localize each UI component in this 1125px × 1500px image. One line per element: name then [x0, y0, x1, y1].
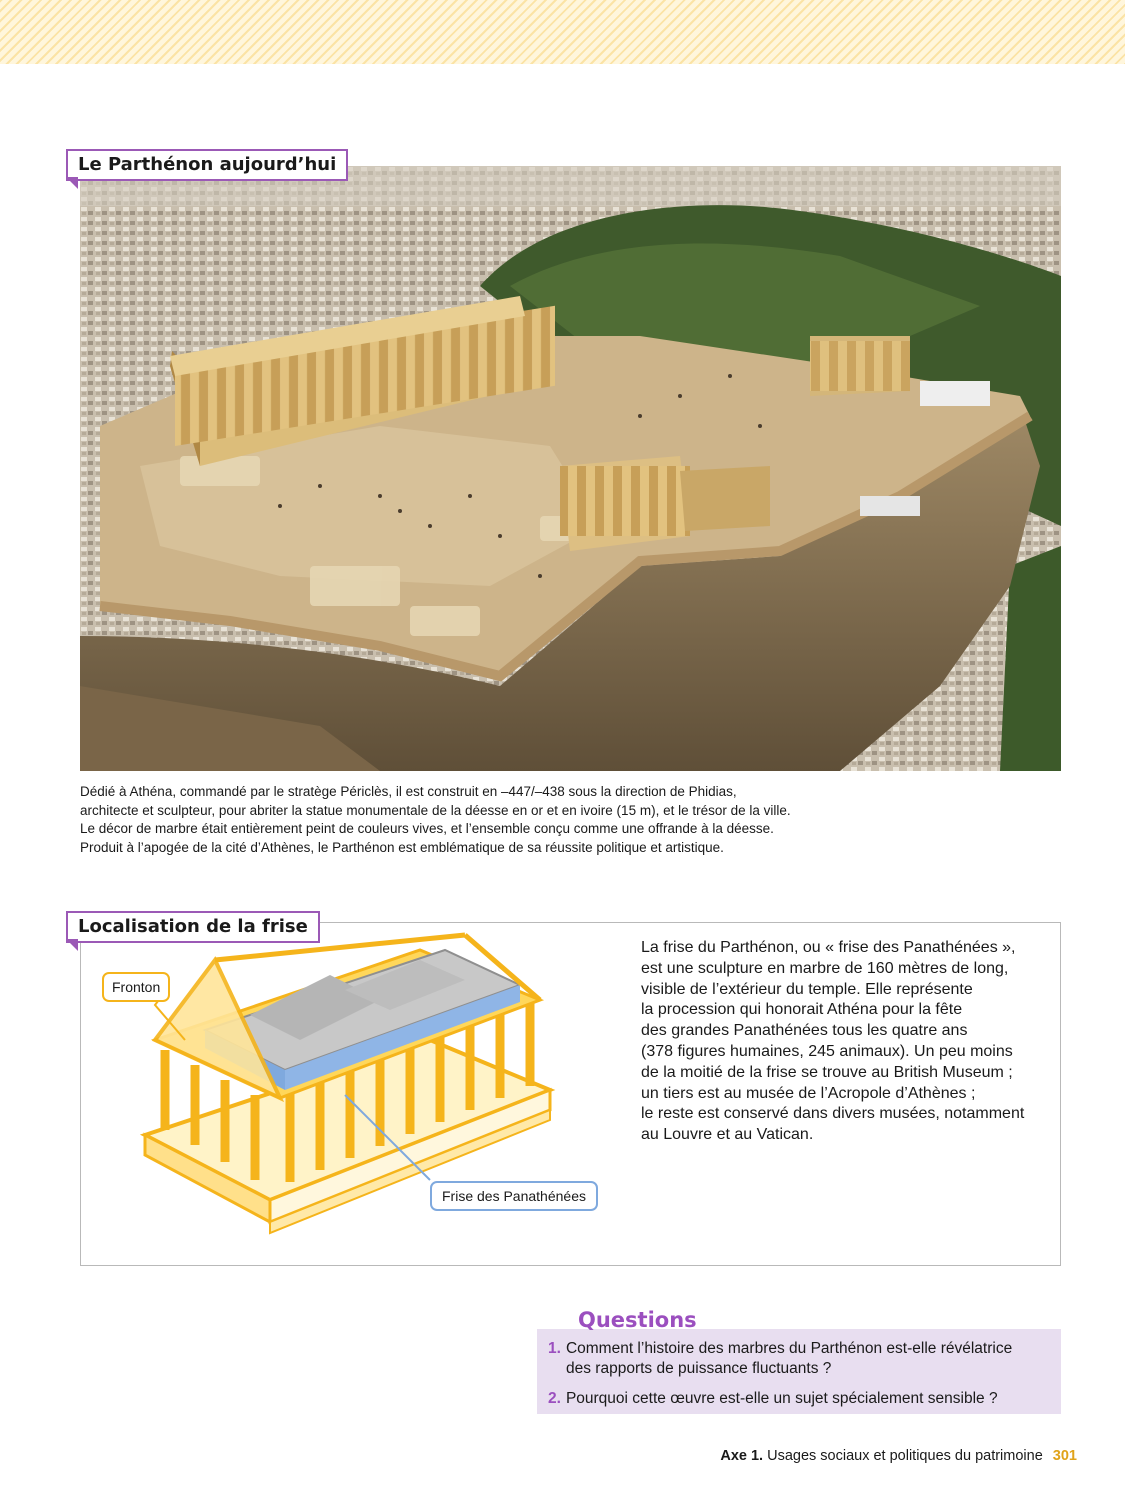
frise-label: Frise des Panathénées: [430, 1181, 598, 1211]
question-2: [548, 1389, 998, 1409]
frise-text-line: un tiers est au musée de l’Acropole d’Athènes ;: [641, 1084, 976, 1102]
caption-line: architecte et sculpteur, pour abriter la statue monumentale de la déesse en or et en ivoire (15 m), et le trésor de la ville.: [80, 802, 791, 818]
page-footer: [720, 1448, 1077, 1464]
caption-line: Produit à l’apogée de la cité d’Athènes, le Parthénon est emblématique de sa réussite politique et artistique.: [80, 839, 724, 855]
footer-axe: Axe 1.: [720, 1448, 764, 1464]
frise-text-line: est une sculpture en marbre de 160 mètres de long,: [641, 959, 1009, 977]
question-1: [548, 1339, 1012, 1379]
parthenon-aerial-photo: [80, 166, 1061, 771]
frise-text-line: visible de l’extérieur du temple. Elle représente: [641, 980, 973, 998]
section-title-frise-location: Localisation de la frise: [66, 911, 320, 943]
question-number: 1.: [548, 1340, 561, 1357]
frise-text-line: le reste est conservé dans divers musées, notamment: [641, 1105, 1025, 1123]
frise-text-line: La frise du Parthénon, ou « frise des Panathénées »,: [641, 939, 1016, 956]
top-decorative-band: [0, 0, 1125, 64]
frise-text-line: au Louvre et au Vatican.: [641, 1126, 814, 1144]
caption-line: Dédié à Athéna, commandé par le stratège Périclès, il est construit en –447/–438 sous la direction de Phidias,: [80, 784, 737, 799]
question-text: des rapports de puissance fluctuants ?: [566, 1360, 832, 1377]
tab-corner: [66, 939, 78, 951]
page-number: 301: [1052, 1448, 1077, 1464]
caption-line: Le décor de marbre était entièrement peint de couleurs vives, et l’ensemble conçu comme une offrande à la déesse.: [80, 821, 774, 836]
frise-description: [641, 938, 1041, 1146]
fronton-label: Fronton: [102, 972, 170, 1002]
footer-text: Usages sociaux et politiques du patrimoine: [767, 1448, 1043, 1464]
frise-text-line: (378 figures humaines, 245 animaux). Un peu moins: [641, 1042, 1013, 1060]
question-number: 2.: [548, 1390, 561, 1407]
question-text: Comment l’histoire des marbres du Parthénon est-elle révélatrice: [565, 1340, 1013, 1357]
frise-text-line: la procession qui honorait Athéna pour la fête: [641, 1001, 963, 1019]
questions-title: Questions: [578, 1308, 697, 1332]
photo-caption: [80, 783, 1040, 857]
section-title-parthenon-today: Le Parthénon aujourd’hui: [66, 149, 348, 181]
tab-corner: [66, 177, 78, 189]
frise-text-line: des grandes Panathénées tous les quatre ans: [641, 1022, 968, 1040]
question-text: Pourquoi cette œuvre est-elle un sujet spécialement sensible ?: [565, 1390, 998, 1407]
frise-text-line: de la moitié de la frise se trouve au British Museum ;: [641, 1063, 1013, 1081]
